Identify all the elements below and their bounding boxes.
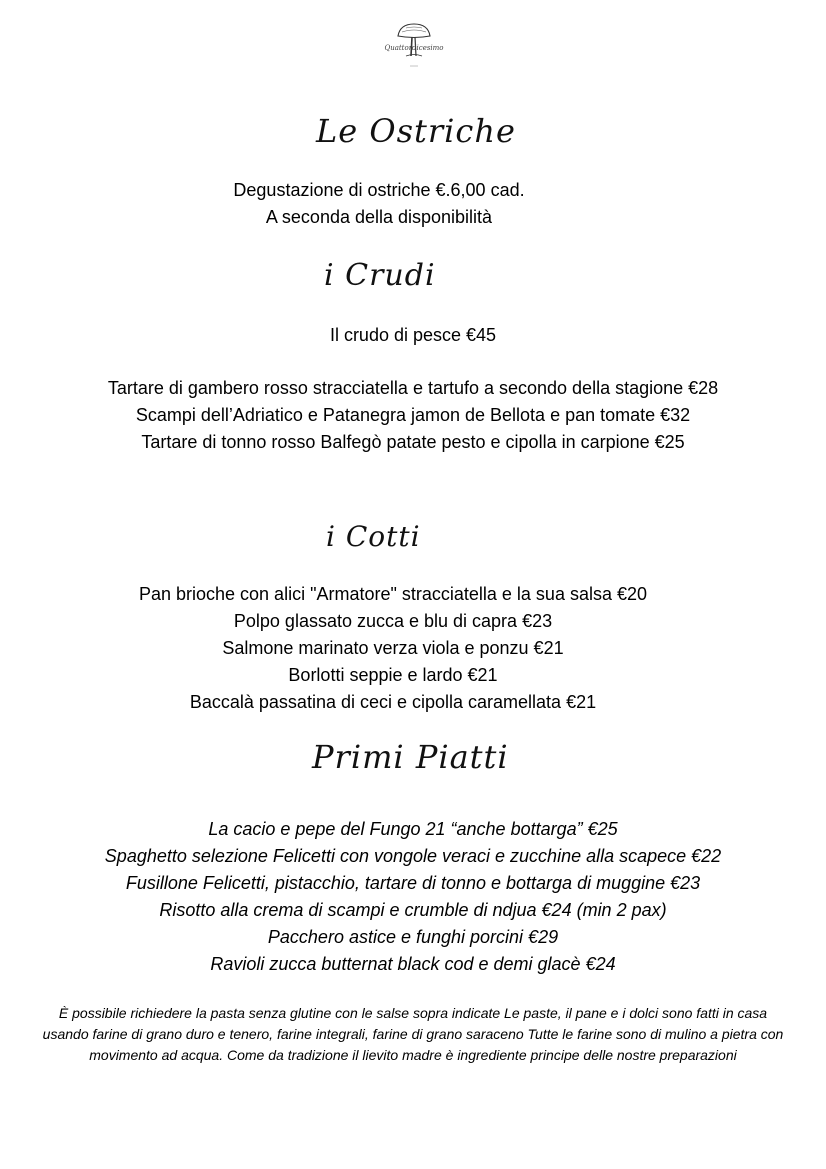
menu-item: Degustazione di ostriche €.6,00 cad.: [233, 180, 525, 200]
section-title-cotti: i Cotti: [326, 520, 421, 553]
tree-logo-icon: [376, 20, 452, 72]
logo-wordmark: Quattordicesimo: [384, 44, 444, 52]
menu-item: Baccalà passatina di ceci e cipolla caramellata €21: [189, 692, 597, 712]
menu-item: Salmone marinato verza viola e ponzu €21: [222, 638, 564, 658]
menu-item: Scampi dell’Adriatico e Patanegra jamon de Bellota e pan tomate €32: [135, 405, 691, 425]
menu-item: Risotto alla crema di scampi e crumble di ndjua €24 (min 2 pax): [159, 900, 667, 920]
menu-item: Spaghetto selezione Felicetti con vongole veraci e zucchine alla scapece €22: [104, 846, 722, 866]
menu-item: Polpo glassato zucca e blu di capra €23: [233, 611, 553, 631]
gluten-flour-note: È possibile richiedere la pasta senza glutine con le salse sopra indicate Le paste, il pane e i dolci sono fatti in casa usando farine di grano duro e tenero, farine integrali, farine di grano saraceno Tutte le farine sono di mulino a pietra con movimento ad acqua. Come da tradizione il lievito madre è ingrediente principe delle nostre preparazioni: [42, 1005, 784, 1063]
menu-item: Tartare di gambero rosso stracciatella e tartufo a secondo della stagione €28: [107, 378, 719, 398]
section-title-primi: Primi Piatti: [312, 738, 509, 776]
menu-item: Fusillone Felicetti, pistacchio, tartare di tonno e bottarga di muggine €23: [125, 873, 701, 893]
menu-item: Pan brioche con alici "Armatore" stracciatella e la sua salsa €20: [138, 584, 648, 604]
menu-item: A seconda della disponibilità: [265, 207, 493, 227]
section-title-ostriche: Le Ostriche: [316, 112, 516, 150]
menu-item: Borlotti seppie e lardo €21: [288, 665, 498, 685]
menu-item: Pacchero astice e funghi porcini €29: [267, 927, 559, 947]
menu-item: Il crudo di pesce €45: [329, 325, 497, 345]
menu-item: Tartare di tonno rosso Balfegò patate pesto e cipolla in carpione €25: [141, 432, 685, 452]
section-title-crudi: i Crudi: [324, 258, 436, 293]
menu-item: La cacio e pepe del Fungo 21 “anche bottarga” €25: [208, 819, 618, 839]
menu-item: Ravioli zucca butternat black cod e demi glacè €24: [210, 954, 616, 974]
